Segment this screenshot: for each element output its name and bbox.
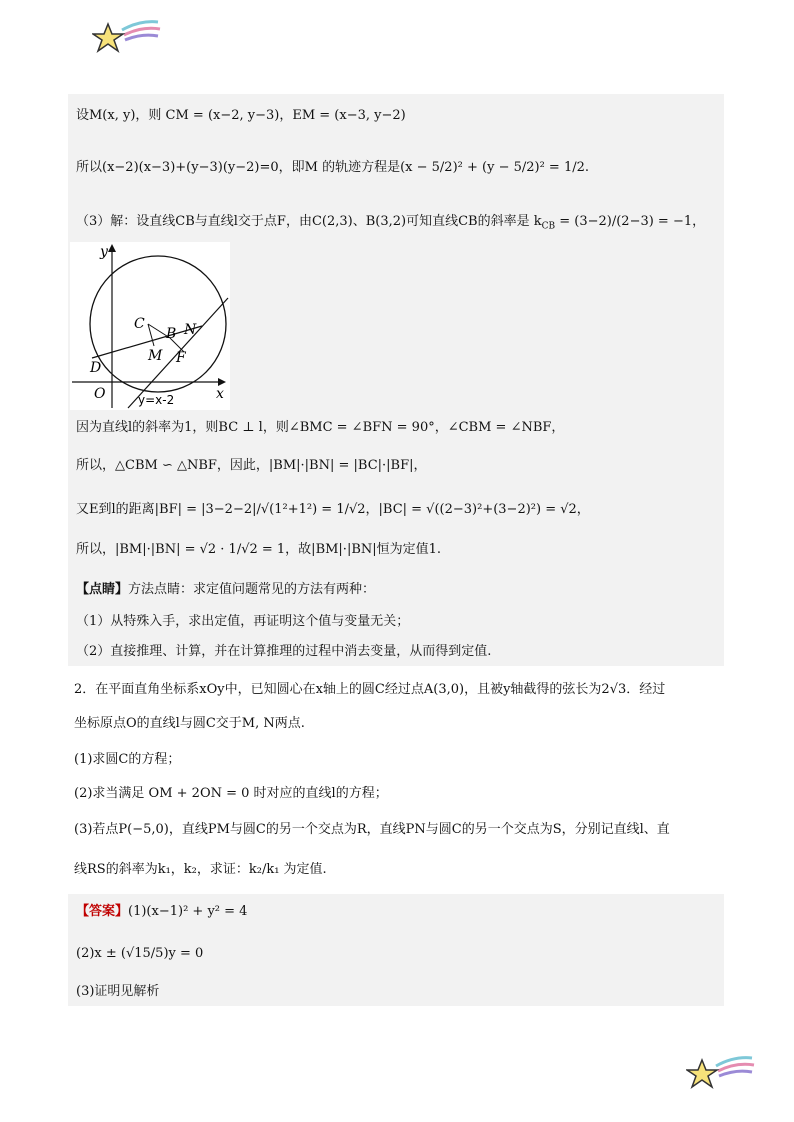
label-m: M: [148, 348, 163, 364]
solution-line-3: [76, 212, 705, 237]
label-f: F: [176, 350, 186, 366]
tip-item-2: （2）直接推理、计算，并在计算推理的过程中消去变量，从而得到定值.: [76, 644, 492, 659]
answer-heading: 【答案】: [76, 904, 129, 919]
locus-equation: (x − 5/2)² + (y − 5/2)² = 1/2.: [400, 160, 590, 175]
label-x: x: [216, 386, 224, 402]
question-3-line-2: 线RS的斜率为k₁，k₂，求证：k₂/k₁ 为定值.: [74, 862, 327, 877]
answer-3: (3)证明见解析: [76, 984, 160, 999]
question-2: (2)求当满足 OM + 2ON = 0 时对应的直线l的方程；: [74, 786, 388, 801]
problem-2-line-2: 坐标原点O的直线l与圆C交于M, N两点.: [74, 716, 305, 731]
y-axis-arrow-icon: [108, 244, 116, 252]
answer-2: (2)x ± (√15/5)y = 0: [76, 946, 204, 961]
label-n: N: [184, 322, 197, 338]
solution-line-1: 设M(x, y)，则 CM = (x−2, y−3)，EM = (x−3, y−2): [76, 108, 406, 123]
problem-2-line-1: 2．在平面直角坐标系xOy中，已知圆心在x轴上的圆C经过点A(3,0)，且被y轴截得的弦长为2√3．经过: [74, 682, 666, 697]
answer-1: (1)(x−1)² + y² = 4: [128, 904, 248, 919]
solution-line-4: 因为直线l的斜率为1，则BC ⊥ l，则∠BMC = ∠BFN = 90°，∠CBM = ∠NBF，: [76, 420, 565, 435]
circle-c: [90, 256, 226, 392]
solution-line-5: 所以，△CBM ∽ △NBF，因此，|BM|·|BN| = |BC|·|BF|，: [76, 458, 427, 473]
x-axis-arrow-icon: [218, 378, 226, 386]
label-y: y: [100, 244, 108, 260]
label-d: D: [90, 360, 102, 376]
star-decoration-icon: [92, 16, 162, 56]
question-3-line-1: (3)若点P(−5,0)，直线PM与圆C的另一个交点为R，直线PN与圆C的另一个交点为S，分别记直线l、直: [74, 822, 670, 837]
tip-line: [76, 580, 375, 600]
tip-item-1: （1）从特殊入手，求出定值，再证明这个值与变量无关；: [76, 614, 410, 629]
label-c: C: [134, 316, 145, 332]
solution-line-2: [76, 158, 589, 178]
part3-intro: （3）解：设直线CB与直线l交于点F，由C(2,3)、B(3,2)可知直线CB的斜率是 k: [76, 214, 542, 229]
label-o: O: [94, 386, 106, 402]
geometry-figure: [70, 242, 230, 410]
solution-line-6: 又E到l的距离|BF| = |3−2−2|/√(1²+1²) = 1/√2，|BC| = √((2−3)²+(3−2)²) = √2，: [76, 502, 590, 517]
tip-text: 方法点睛：求定值问题常见的方法有两种：: [128, 582, 376, 597]
star-decoration-icon: [686, 1052, 756, 1092]
tip-heading: 【点睛】: [76, 582, 129, 597]
circle-diagram: [70, 242, 230, 410]
question-1: (1)求圆C的方程；: [74, 752, 181, 767]
slope-value: = (3−2)/(2−3) = −1，: [555, 214, 706, 229]
solution-line-7: 所以，|BM|·|BN| = √2 · 1/√2 = 1，故|BM|·|BN|恒为定值1.: [76, 542, 442, 557]
label-line: y=x-2: [138, 393, 175, 407]
solution-line-2-text: 所以(x−2)(x−3)+(y−3)(y−2)=0，即M 的轨迹方程是: [76, 160, 401, 175]
slope-subscript: CB: [541, 221, 556, 232]
label-b: B: [166, 326, 177, 342]
answer-line-1: [76, 902, 247, 922]
